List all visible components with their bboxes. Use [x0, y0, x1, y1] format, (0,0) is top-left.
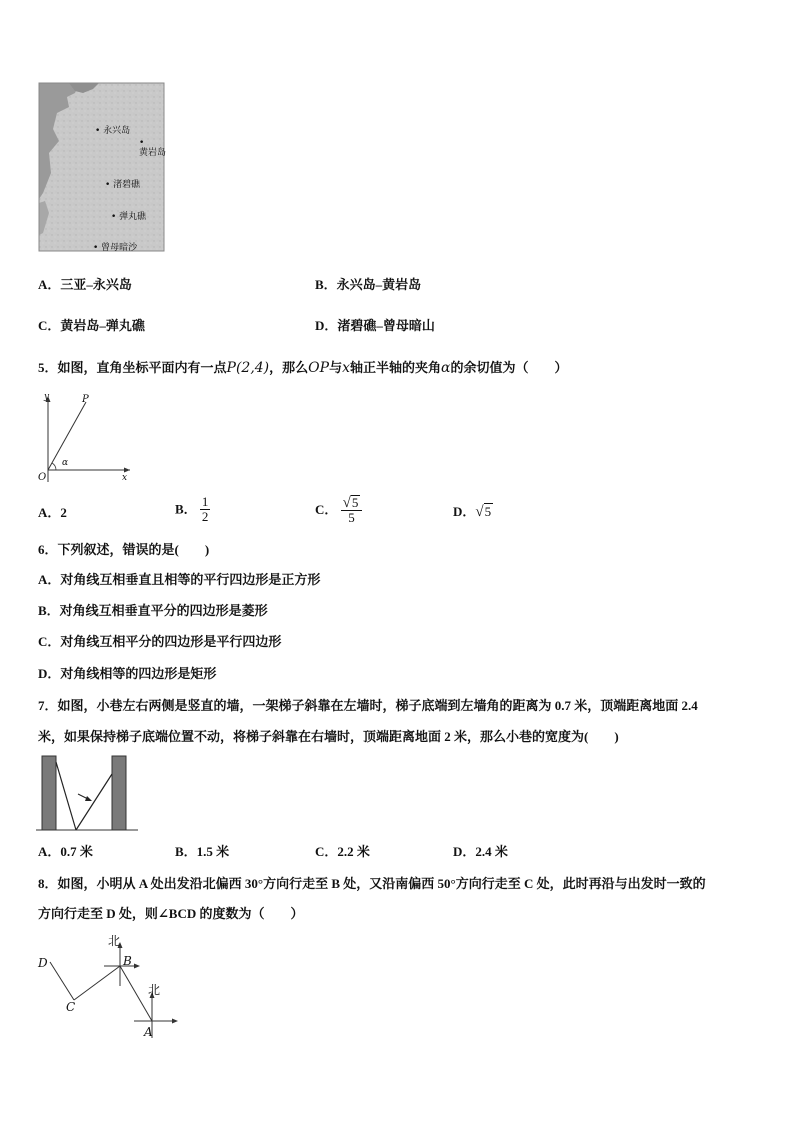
q5-option-c-fraction: $\frac{√5}{5}$ — [341, 495, 363, 525]
map-label-4: • 弹丸礁 — [111, 212, 147, 222]
q8-point-c: C — [66, 1000, 76, 1014]
q4-option-d[interactable]: D．渚碧礁–曾母暗山 — [315, 318, 435, 333]
q4-option-c[interactable]: C．黄岩岛–弹丸礁 — [38, 318, 145, 333]
q4-option-a[interactable]: A．三亚–永兴岛 — [38, 277, 132, 292]
q4-option-b[interactable]: B．永兴岛–黄岩岛 — [315, 277, 422, 292]
q5-option-c[interactable]: C． $\frac{√5}{5}$ — [315, 495, 362, 525]
q7-figure — [36, 754, 140, 834]
q7-stem-line1: 7．如图，小巷左右两侧是竖直的墙，一架梯子斜靠在左墙时，梯子底端到左墙角的距离为 0.7 米，顶端距离地面 2.4 — [38, 698, 698, 713]
q6-stem: 6．下列叙述，错误的是( ) — [38, 542, 210, 557]
map-label-3: • 渚碧礁 — [105, 180, 141, 190]
q5-option-d[interactable]: D．√5 — [453, 504, 492, 520]
q8-point-a: A — [144, 1025, 153, 1039]
q6-option-d[interactable]: D．对角线相等的四边形是矩形 — [38, 666, 217, 681]
q5-axis-y-label: y — [44, 392, 50, 402]
map-image — [39, 83, 167, 253]
q8-figure — [34, 932, 184, 1047]
q7-option-d[interactable]: D．2.4 米 — [453, 844, 508, 859]
q7-stem-line2: 米，如果保持梯子底端位置不动，将梯子斜靠在右墙时，顶端距离地面 2 米，那么小巷的宽度为( ) — [38, 729, 619, 744]
q8-stem-line2: 方向行走至 D 处，则∠BCD 的度数为（ ） — [38, 906, 304, 921]
q6-option-b[interactable]: B．对角线互相垂直平分的四边形是菱形 — [38, 603, 268, 618]
q5-axis-x-label: x — [122, 473, 128, 483]
q8-point-d: D — [38, 956, 48, 970]
q7-option-b[interactable]: B．1.5 米 — [175, 844, 230, 859]
q8-stem-line1: 8．如图，小明从 A 处出发沿北偏西 30°方向行走至 B 处，又沿南偏西 50°方向行走至 C 处，此时再沿与出发时一致的 — [38, 876, 706, 891]
q5-stem: 5．如图，直角坐标平面内有一点P(2,4)，那么OP与x轴正半轴的夹角α的余切值为（ ） — [38, 360, 568, 376]
q5-option-b-fraction: $\frac{1}{2}$ — [201, 494, 209, 524]
map-label-5: • 曾母暗沙 — [93, 243, 138, 253]
q5-origin-label: O — [38, 472, 47, 483]
q7-option-c[interactable]: C．2.2 米 — [315, 844, 370, 859]
q5-angle-label: α — [62, 458, 69, 468]
q8-north-label-b: 北 — [108, 934, 121, 948]
q5-option-b[interactable]: B． $\frac{1}{2}$ — [175, 494, 209, 524]
q8-north-label-a: 北 — [148, 983, 161, 997]
q5-option-a[interactable]: A．2 — [38, 505, 67, 520]
map-label-1: • 永兴岛 — [95, 126, 131, 136]
q6-option-c[interactable]: C．对角线互相平分的四边形是平行四边形 — [38, 634, 282, 649]
q5-figure — [36, 392, 136, 487]
q8-point-b: B — [123, 954, 132, 968]
q5-point-label: P — [82, 394, 89, 405]
q6-option-a[interactable]: A．对角线互相垂直且相等的平行四边形是正方形 — [38, 572, 321, 587]
q7-option-a[interactable]: A．0.7 米 — [38, 844, 93, 859]
map-label-2: • 黄岩岛 — [139, 138, 167, 158]
